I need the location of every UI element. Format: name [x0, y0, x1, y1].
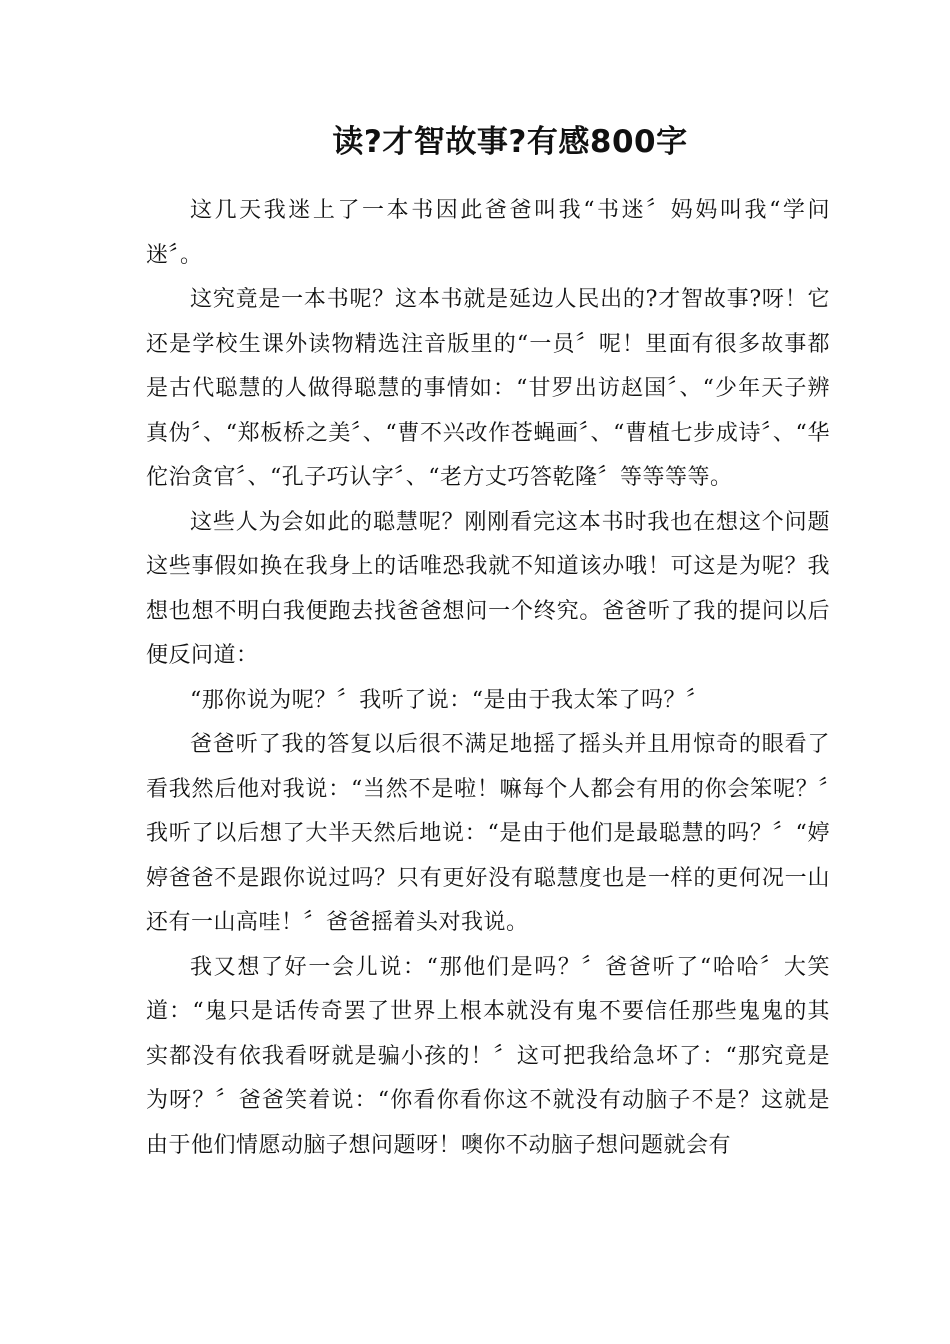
paragraph: 爸爸听了我的答复以后很不满足地摇了摇头并且用惊奇的眼看了看我然后他对我说：“当然不是啦！嘛每个人都会有用的你会笨呢？〞我听了以后想了大半天然后地说：“是由于他们是最聪慧的吗？〞“婷婷爸爸不是跟你说过吗？只有更好没有聪慧度也是一样的更何况一山还有一山高哇！〞爸爸摇着头对我说。: [146, 732, 830, 935]
paragraph: 我又想了好一会儿说：“那他们是吗？〞爸爸听了“哈哈〞大笑道：“鬼只是话传奇罢了世界上根本就没有鬼不要信任那些鬼鬼的其实都没有依我看呀就是骗小孩的！〞这可把我给急坏了：“那究竟是为呀？〞爸爸笑着说：“你看你看你这不就没有动脑子不是？这就是由于他们情愿动脑子想问题呀！噢你不动脑子想问题就会有: [146, 954, 830, 1158]
document-title: 读?才智故事?有感800字: [332, 124, 688, 160]
paragraph: 这究竟是一本书呢？这本书就是延边人民出的?才智故事?呀！它还是学校生课外读物精选注音版里的“一员〞呢！里面有很多故事都是古代聪慧的人做得聪慧的事情如：“甘罗出访赵国〞、“少年天子辨真伪〞、“郑板桥之美〞、“曹不兴改作苍蝇画〞、“曹植七步成诗〞、“华佗治贪官〞、“孔子巧认字〞、“老方丈巧答乾隆〞等等等等。: [146, 287, 830, 490]
paragraph: “那你说为呢？〞我听了说：“是由于我太笨了吗？〞: [190, 687, 709, 713]
document-body: [146, 189, 830, 1168]
paragraph: 这几天我迷上了一本书因此爸爸叫我“书迷〞妈妈叫我“学问迷〞。: [146, 198, 830, 268]
paragraph: 这些人为会如此的聪慧呢？刚刚看完这本书时我也在想这个问题这些事假如换在我身上的话唯恐我就不知道该办哦！可这是为呢？我想也想不明白我便跑去找爸爸想问一个终究。爸爸听了我的提问以后便反问道：: [146, 509, 830, 668]
